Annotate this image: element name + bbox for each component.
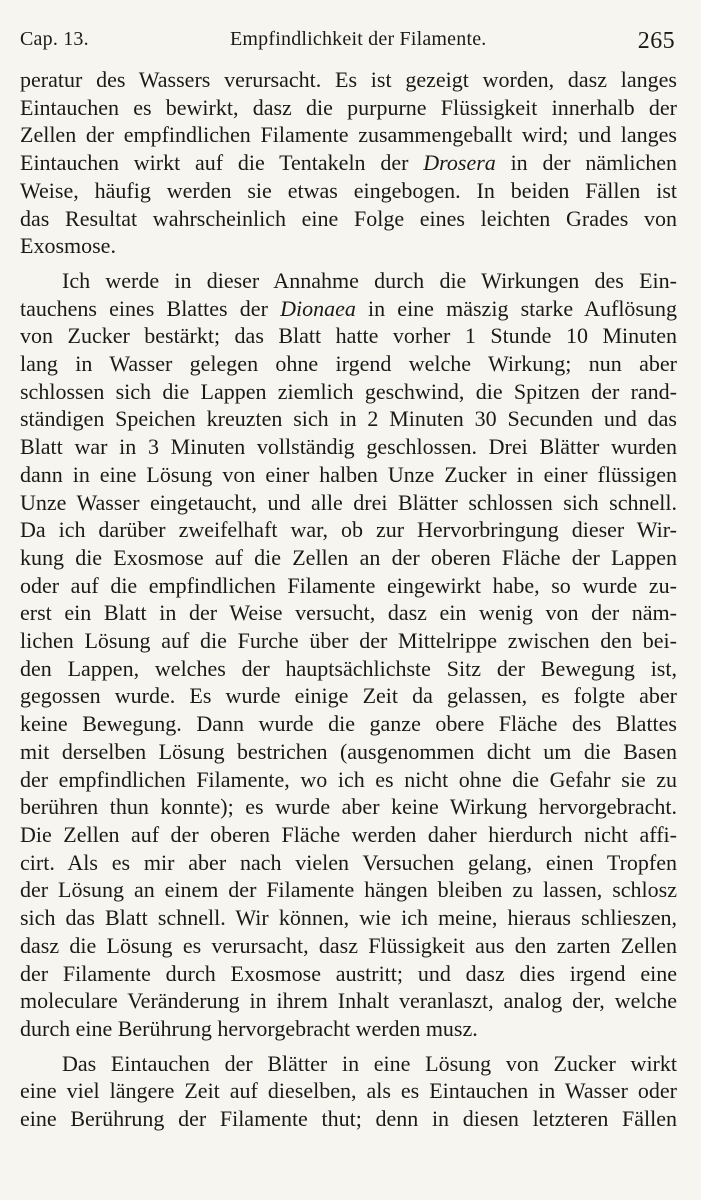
text-line: Ich werde in dieser Annahme durch die Wirkungen des Ein- [62, 267, 677, 293]
text-line [20, 149, 677, 177]
text-line: Weise, häufig werden sie etwas eingebogen. In beiden Fällen ist [20, 177, 677, 203]
text-line: der Lösung an einem der Filamente hängen bleiben zu lassen, schlosz [20, 877, 677, 903]
text-line: der Filamente durch Exosmose austritt; und dasz dies irgend eine [20, 960, 677, 986]
running-title: Empfindlichkeit der Filamente. [230, 28, 487, 50]
text-fragment: Eintauchen wirkt auf die Tentakeln der [20, 150, 424, 176]
text-line: von Zucker bestärkt; das Blatt hatte vorher 1 Stunde 10 Minuten [20, 323, 677, 349]
text-line: Exosmose. [20, 233, 116, 259]
text-line: cirt. Als es mir aber nach vielen Versuchen gelang, einen Tropfen [20, 849, 677, 875]
text-line: dasz die Lösung es verursacht, dasz Flüssigkeit aus den zarten Zellen [20, 932, 677, 958]
text-line: peratur des Wassers verursacht. Es ist gezeigt worden, dasz langes [20, 67, 677, 92]
text-line [20, 295, 677, 323]
text-line: eine viel längere Zeit auf dieselben, als es Eintauchen in Wasser oder [20, 1078, 677, 1104]
paragraph-gap [20, 1043, 677, 1050]
text-fragment: tauchens eines Blattes der [20, 295, 281, 321]
body-text [20, 66, 677, 1133]
text-line: lichen Lösung auf die Furche über der Mittelrippe zwischen den bei- [20, 628, 677, 654]
paragraph-gap [20, 260, 677, 267]
text-line: Blatt war in 3 Minuten vollständig geschlossen. Drei Blätter wurden [20, 434, 677, 460]
text-line: keine Bewegung. Dann wurde die ganze obere Fläche des Blattes [20, 711, 677, 737]
text-line: sich das Blatt schnell. Wir können, wie ich meine, hieraus schlieszen, [20, 905, 677, 931]
text-line: moleculare Veränderung in ihrem Inhalt veranlaszt, analog der, welche [20, 988, 677, 1014]
text-line: dann in eine Lösung von einer halben Unze Zucker in einer flüssigen [20, 461, 677, 487]
text-line: Unze Wasser eingetaucht, und alle drei Blätter schlossen sich schnell. [20, 489, 677, 515]
text-line: Da ich darüber zweifelhaft war, ob zur Hervorbringung dieser Wir- [20, 517, 677, 543]
chapter-label: Cap. 13. [20, 28, 89, 50]
text-line: mit derselben Lösung bestrichen (ausgenommen dicht um die Basen [20, 738, 677, 764]
page-header [20, 28, 675, 58]
text-line: der empfindlichen Filamente, wo ich es nicht ohne die Gefahr sie zu [20, 766, 677, 792]
text-fragment: in der nämlichen [495, 150, 677, 176]
text-line: berühren thun konnte); es wurde aber keine Wirkung hervorgebracht. [20, 794, 677, 820]
text-line: Eintauchen es bewirkt, dasz die purpurne Flüssigkeit innerhalb der [20, 94, 677, 120]
text-line: den Lappen, welches der hauptsächlichste Sitz der Bewegung ist, [20, 655, 677, 681]
text-line: eine Berührung der Filamente thut; denn in diesen letzteren Fällen [20, 1106, 677, 1132]
text-line: Zellen der empfindlichen Filamente zusammengeballt wird; und langes [20, 122, 677, 148]
text-line: ständigen Speichen kreuzten sich in 2 Minuten 30 Secunden und das [20, 406, 677, 432]
text-line: kung die Exosmose auf die Zellen an der oberen Fläche der Lappen [20, 544, 677, 570]
text-line: lang in Wasser gelegen ohne irgend welche Wirkung; nun aber [20, 351, 677, 377]
text-line: erst ein Blatt in der Weise versucht, dasz ein wenig von der näm- [20, 600, 677, 626]
text-line: das Resultat wahrscheinlich eine Folge eines leichten Grades von [20, 205, 677, 231]
text-line: oder auf die empfindlichen Filamente eingewirkt habe, so wurde zu- [20, 572, 677, 598]
text-line: gegossen wurde. Es wurde einige Zeit da gelassen, es folgte aber [20, 683, 677, 709]
genus-name-drosera: Drosera [423, 150, 496, 176]
text-line: durch eine Berührung hervorgebracht werden musz. [20, 1015, 478, 1041]
text-fragment: in eine mäszig starke Auflösung [355, 295, 677, 321]
text-line: schlossen sich die Lappen ziemlich geschwind, die Spitzen der rand- [20, 378, 677, 404]
text-line: Das Eintauchen der Blätter in eine Lösung von Zucker wirkt [62, 1050, 677, 1076]
page-number: 265 [637, 28, 675, 54]
genus-name-dionaea: Dionaea [280, 295, 356, 321]
text-line: Die Zellen auf der oberen Fläche werden daher hierdurch nicht affi- [20, 821, 677, 847]
